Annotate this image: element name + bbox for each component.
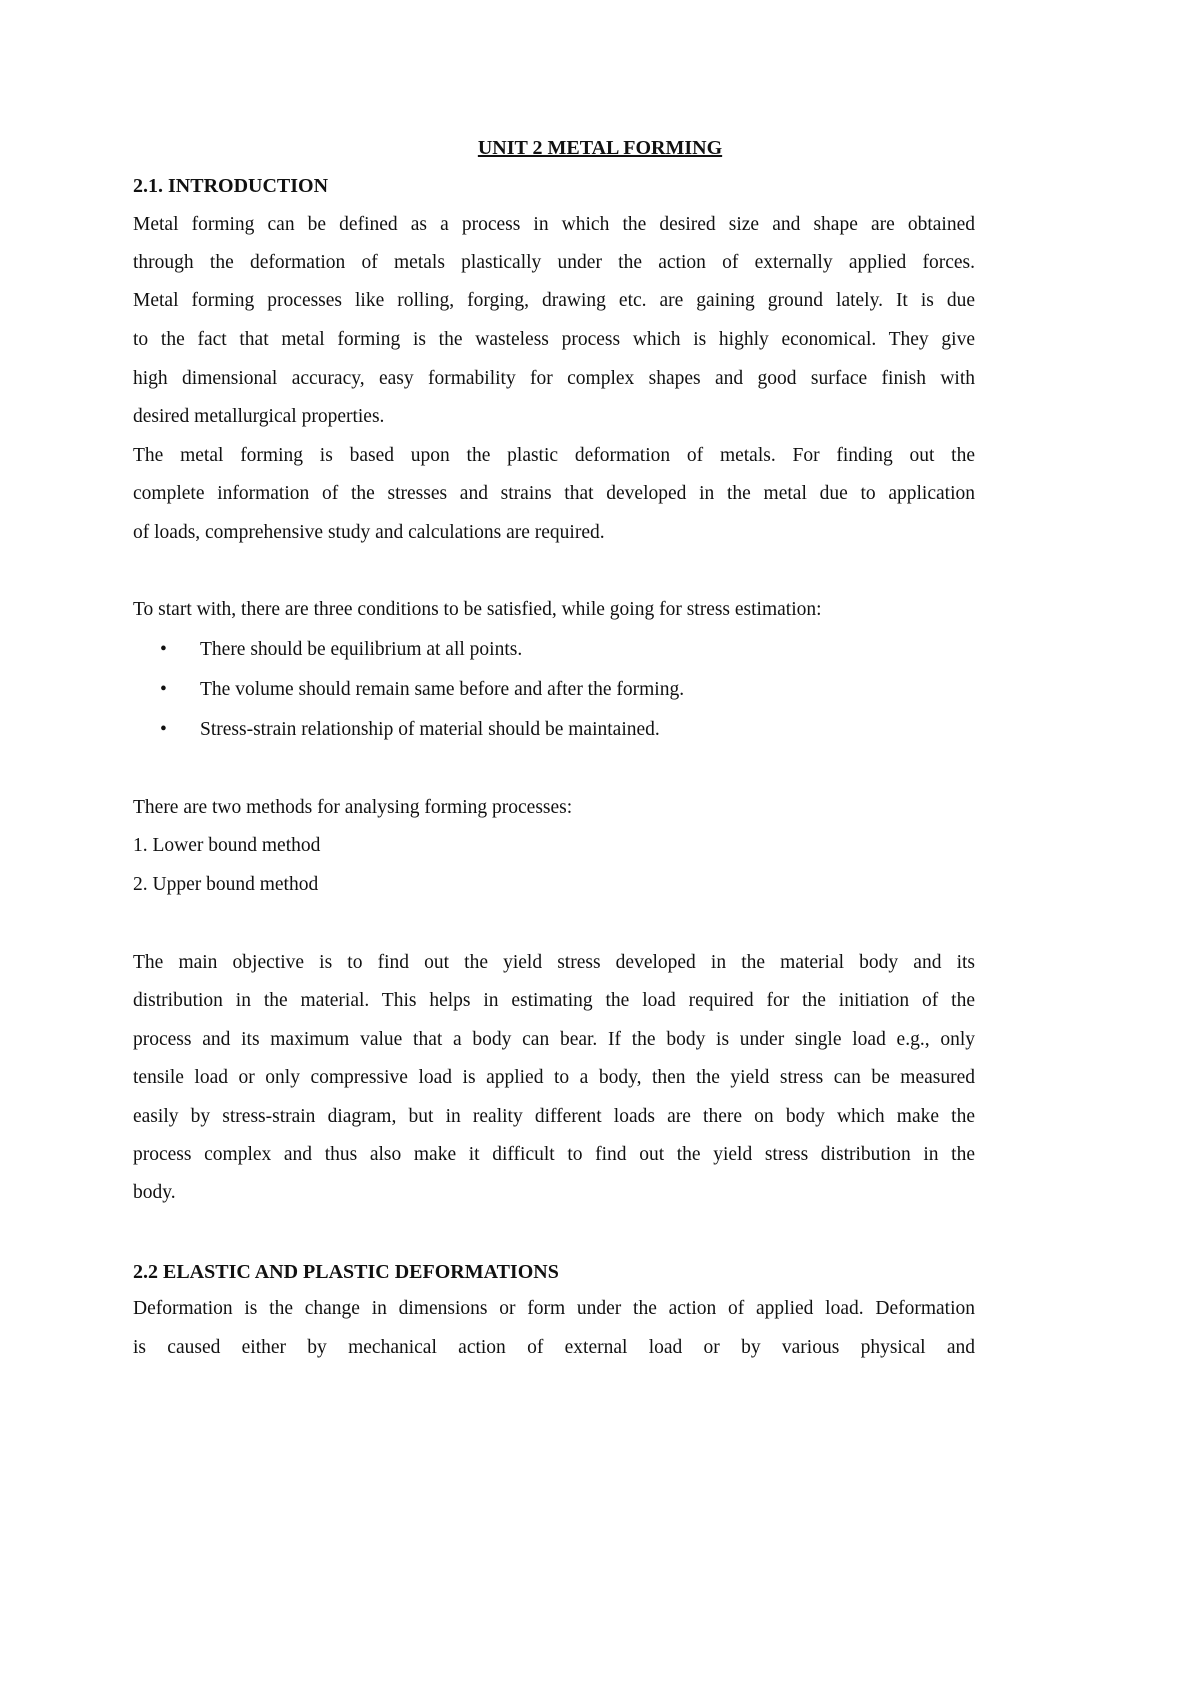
paragraph-line: There are two methods for analysing forming processes: <box>133 797 573 818</box>
bullet-text: Stress-strain relationship of material should be maintained. <box>200 719 660 740</box>
paragraph-line: body. <box>133 1182 176 1203</box>
paragraph-line: complete information of the stresses and strains that developed in the metal due to application <box>133 483 975 504</box>
paragraph-line: to the fact that metal forming is the wasteless process which is highly economical. They give <box>133 329 975 350</box>
paragraph-line: To start with, there are three conditions to be satisfied, while going for stress estimation: <box>133 599 822 620</box>
method-item: 1. Lower bound method <box>133 835 321 856</box>
bullet-text: There should be equilibrium at all points. <box>200 639 523 660</box>
paragraph-line: easily by stress-strain diagram, but in reality different loads are there on body which make the <box>133 1106 975 1127</box>
bullet-item <box>160 718 960 742</box>
paragraph-line: The main objective is to find out the yield stress developed in the material body and its <box>133 952 975 973</box>
paragraph-line: The metal forming is based upon the plastic deformation of metals. For finding out the <box>133 445 975 466</box>
paragraph-line: distribution in the material. This helps in estimating the load required for the initiation of the <box>133 990 975 1011</box>
paragraph-line: through the deformation of metals plastically under the action of externally applied forces. <box>133 252 975 273</box>
document-title: UNIT 2 METAL FORMING <box>477 137 723 159</box>
bullet-icon: • <box>160 639 167 660</box>
paragraph-line: of loads, comprehensive study and calculations are required. <box>133 522 605 543</box>
paragraph-line: is caused either by mechanical action of external load or by various physical and <box>133 1337 975 1358</box>
section-heading-introduction: 2.1. INTRODUCTION <box>133 175 329 197</box>
paragraph-line: Deformation is the change in dimensions or form under the action of applied load. Deformation <box>133 1298 975 1319</box>
bullet-item <box>160 678 960 702</box>
method-item: 2. Upper bound method <box>133 874 319 895</box>
paragraph-line: desired metallurgical properties. <box>133 406 385 427</box>
paragraph-line: process and its maximum value that a body can bear. If the body is under single load e.g., only <box>133 1029 975 1050</box>
bullet-icon: • <box>160 719 167 740</box>
paragraph-line: high dimensional accuracy, easy formability for complex shapes and good surface finish with <box>133 368 975 389</box>
bullet-item <box>160 638 960 662</box>
paragraph-line: process complex and thus also make it difficult to find out the yield stress distribution in the <box>133 1144 975 1165</box>
bullet-icon: • <box>160 679 167 700</box>
bullet-text: The volume should remain same before and after the forming. <box>200 679 685 700</box>
section-heading-deformations: 2.2 ELASTIC AND PLASTIC DEFORMATIONS <box>133 1261 559 1283</box>
paragraph-line: Metal forming can be defined as a process in which the desired size and shape are obtained <box>133 214 975 235</box>
paragraph-line: tensile load or only compressive load is applied to a body, then the yield stress can be measured <box>133 1067 975 1088</box>
paragraph-line: Metal forming processes like rolling, forging, drawing etc. are gaining ground lately. It is due <box>133 290 975 311</box>
